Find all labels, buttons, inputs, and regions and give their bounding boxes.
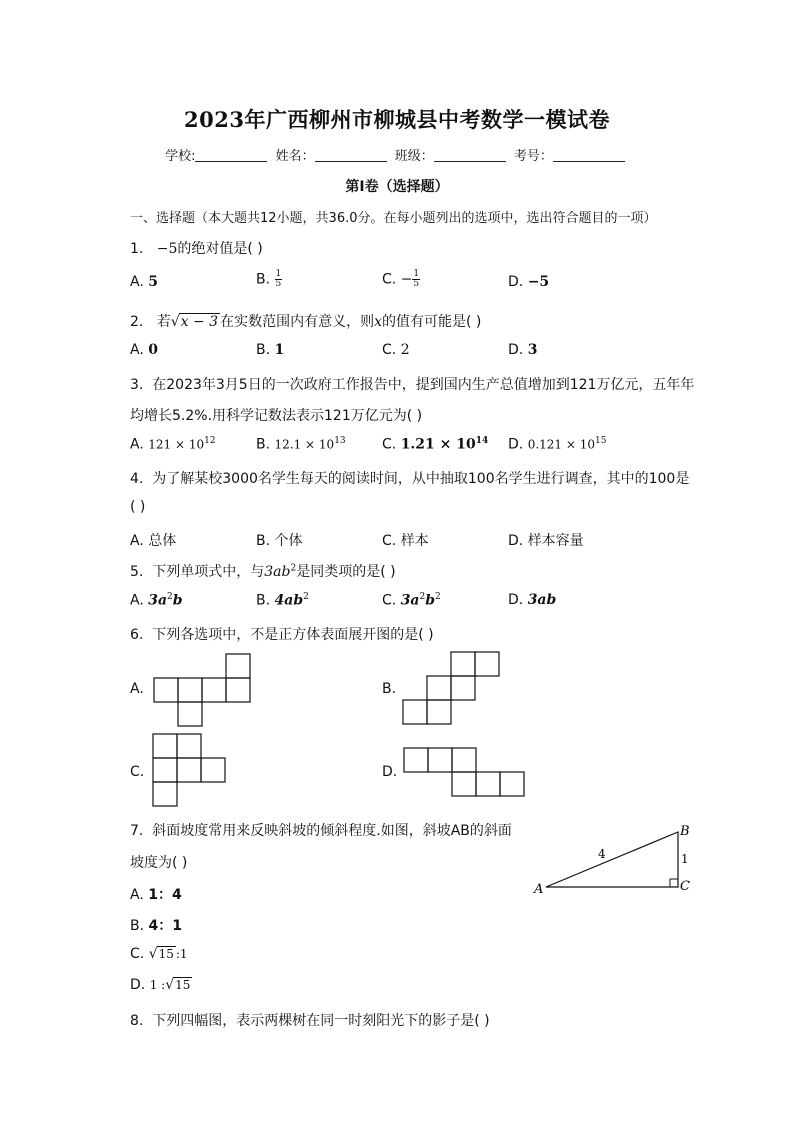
leg-length: 1	[681, 852, 689, 866]
q5-option-d[interactable]: D. 3ab	[508, 592, 557, 608]
question-8: 8. 下列四幅图，表示两棵树在同一时刻阳光下的影子是( )	[130, 1013, 490, 1029]
q1-option-b[interactable]: B. $\frac{1}{5}$	[256, 269, 282, 289]
q4-option-d[interactable]: D. 样本容量	[508, 533, 584, 549]
q3-option-d[interactable]: D. $0.121 \times 10^{15}$	[508, 436, 607, 453]
cube-net-b[interactable]	[403, 652, 499, 724]
cube-net-d[interactable]	[404, 748, 524, 796]
question-3-line-1: 3. 在2023年3月5日的一次政府工作报告中，提到国内生产总值增加到121万亿元，五年年	[130, 377, 695, 393]
q2-option-b[interactable]: B. 1	[256, 342, 285, 358]
q2-option-c[interactable]: C. 2	[382, 342, 410, 358]
section-title: 一、选择题（本大题共12小题，共36.0分。在每小题列出的选项中，选出符合题目的一项）	[130, 211, 657, 226]
triangle-abc	[546, 832, 678, 887]
right-angle-mark	[670, 879, 678, 887]
q6-option-b-label[interactable]: B.	[382, 681, 397, 697]
point-c-label: C	[680, 879, 690, 894]
exam-title: 2023年广西柳州市柳城县中考数学一模试卷	[184, 107, 610, 132]
question-6: 6. 下列各选项中，不是正方体表面展开图的是( )	[130, 627, 434, 643]
q3-option-a[interactable]: A. $121 \times 10^{12}$	[130, 436, 216, 453]
question-5: 5. 下列单项式中，与$3ab^2$是同类项的是( )	[130, 563, 396, 580]
q6-option-c-label[interactable]: C.	[130, 764, 145, 780]
cube-net-c[interactable]	[153, 734, 225, 806]
part-title: 第I卷（选择题）	[345, 179, 449, 195]
q2-option-a[interactable]: A. 0	[130, 342, 158, 358]
q4-option-b[interactable]: B. 个体	[256, 533, 303, 549]
q7-option-a[interactable]: A. 1：4	[130, 887, 182, 903]
exam-number-label: 考号：	[513, 149, 553, 164]
question-4-line-1: 4. 为了解某校3000名学生每天的阅读时间，从中抽取100名学生进行调查，其中的100是	[130, 471, 690, 487]
q4-option-a[interactable]: A. 总体	[130, 533, 177, 549]
question-2: 2. 若√x − 3 在实数范围内有意义，则x的值有可能是( )	[130, 314, 482, 330]
name-label: 姓名：	[275, 149, 315, 164]
q7-option-d[interactable]: D. 1 :√15	[130, 977, 191, 993]
q1-option-a[interactable]: A. 5	[130, 274, 158, 290]
q6-option-a-label[interactable]: A.	[130, 681, 144, 697]
q6-option-d-label[interactable]: D.	[382, 764, 398, 780]
q5-option-c[interactable]: C. $3a^2b^2$	[382, 592, 441, 609]
question-7-line-2: 坡度为( )	[130, 855, 188, 871]
question-1: 1. −5的绝对值是( )	[130, 241, 263, 257]
school-label: 学校:	[165, 149, 196, 164]
question-4-line-2: ( )	[130, 499, 146, 515]
cube-net-a[interactable]	[154, 654, 250, 726]
q7-option-b[interactable]: B. 4：1	[130, 918, 182, 934]
q1-option-c[interactable]: C. − $\frac{1}{5}$	[382, 269, 420, 289]
hypotenuse-length: 4	[598, 847, 606, 861]
q5-option-b[interactable]: B. $4ab^2$	[256, 592, 309, 609]
q5-option-a[interactable]: A. $3a^2b$	[130, 592, 183, 609]
point-b-label: B	[680, 824, 690, 839]
point-a-label: A	[534, 882, 544, 897]
q3-option-c[interactable]: C. $1.21 \times 10^{14}$	[382, 436, 489, 453]
q3-option-b[interactable]: B. $12.1 \times 10^{13}$	[256, 436, 346, 453]
slope-triangle-figure	[533, 824, 690, 897]
class-label: 班级：	[394, 149, 434, 164]
q4-option-c[interactable]: C. 样本	[382, 533, 429, 549]
question-7-line-1: 7. 斜面坡度常用来反映斜坡的倾斜程度.如图，斜坡AB的斜面	[130, 823, 512, 839]
question-3-line-2: 均增长5.2%.用科学记数法表示121万亿元为( )	[130, 408, 423, 424]
q7-option-c[interactable]: C. √15 :1	[130, 946, 188, 962]
q1-option-d[interactable]: D. −5	[508, 274, 550, 290]
q2-option-d[interactable]: D. 3	[508, 342, 538, 358]
